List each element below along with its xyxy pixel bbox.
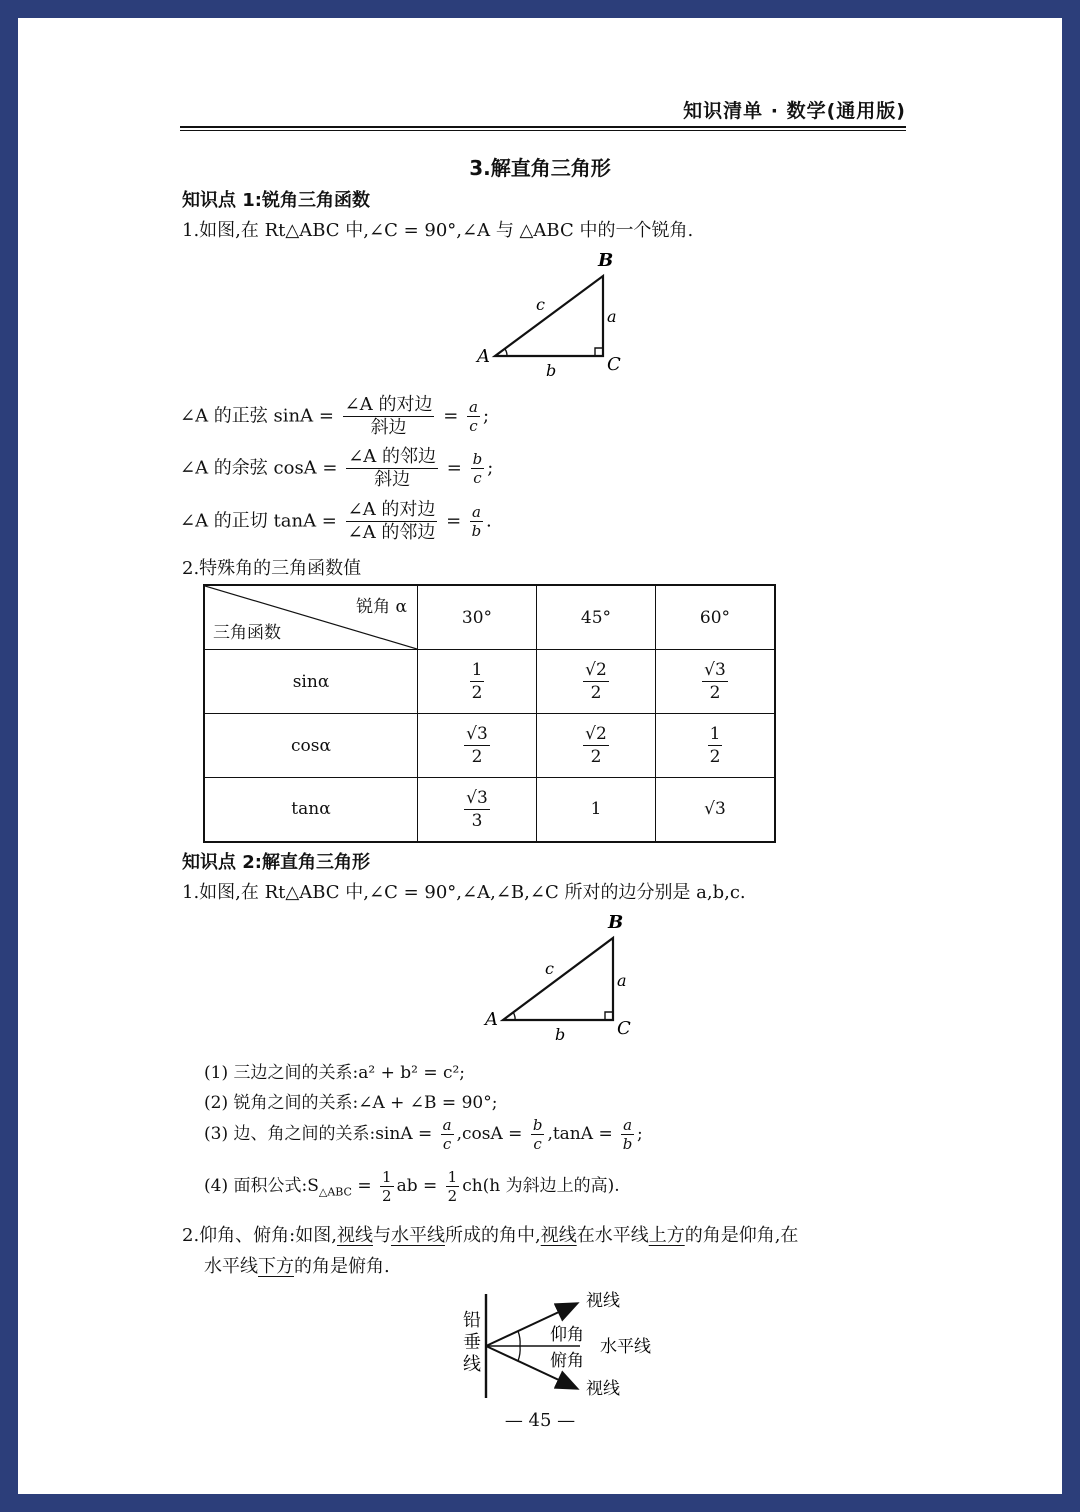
elevation-label: 仰角 — [550, 1325, 584, 1345]
elevation-depression-figure — [458, 1286, 678, 1406]
sight-label-top: 视线 — [586, 1291, 620, 1311]
side-a-1: a — [607, 307, 617, 326]
header-rule-thin — [180, 130, 906, 131]
triangle-figure-2 — [483, 908, 653, 1043]
cosine-ratio-den: c — [473, 469, 482, 487]
underlined-term: 视线 — [336, 1225, 373, 1246]
area-mid: ab = — [396, 1176, 438, 1196]
tangent-definition — [180, 499, 492, 544]
table-row — [204, 650, 775, 714]
underlined-term: 下方 — [258, 1256, 294, 1277]
table-row — [204, 778, 775, 842]
equals: = — [446, 457, 462, 479]
punct: . — [485, 510, 492, 532]
table-cell: √3 — [656, 778, 776, 842]
underlined-term: 上方 — [648, 1225, 685, 1246]
underlined-term: 水平线 — [390, 1225, 445, 1246]
plumb-label-1 — [463, 1310, 481, 1375]
special-angles-table — [203, 584, 776, 843]
tangent-numerator: ∠A 的对边 — [347, 499, 436, 520]
triangle-figure-1 — [473, 246, 653, 376]
cosine-definition — [180, 446, 493, 491]
tangent-denominator: ∠A 的邻边 — [347, 522, 436, 543]
tangent-ratio-den: b — [471, 522, 482, 540]
cosine-denominator: 斜边 — [374, 469, 411, 490]
sine-definition — [180, 394, 489, 439]
table-cell: 1 — [537, 778, 656, 842]
table-cell: $\frac{√3}{3}$ — [418, 778, 537, 842]
horizontal-label: 水平线 — [600, 1337, 651, 1357]
cosine-ratio-num: b — [472, 450, 483, 468]
triangle-1-shape — [495, 276, 603, 356]
corner-top-label: 锐角 α — [356, 597, 407, 617]
angle-header-30: 30° — [418, 585, 537, 650]
equals: = — [443, 405, 459, 427]
triangle-2-shape — [503, 938, 613, 1020]
elevation-arc — [518, 1331, 520, 1346]
rel3-tan: ,tanA = — [547, 1124, 613, 1144]
plumb-char: 铅 — [463, 1310, 481, 1331]
area-end: ch(h 为斜边上的高). — [462, 1176, 620, 1196]
tangent-ratio-num: a — [472, 503, 481, 521]
plumb-char: 垂 — [463, 1332, 481, 1353]
row-label-sin: sinα — [204, 650, 418, 714]
tangent-lhs: ∠A 的正切 tanA = — [180, 510, 337, 532]
underlined-term: 视线 — [540, 1225, 577, 1246]
elevation-definition-line2: 水平线下方的角是俯角. — [204, 1256, 390, 1277]
running-header: 知识清单 · 数学(通用版) — [683, 100, 906, 122]
sine-lhs: ∠A 的正弦 sinA = — [180, 405, 334, 427]
cosine-lhs: ∠A 的余弦 cosA = — [180, 457, 338, 479]
table-title: 2.特殊角的三角函数值 — [182, 558, 362, 579]
rel3-cos: ,cosA = — [456, 1124, 523, 1144]
relation-side-angle: (3) 边、角之间的关系:sinA = $\frac{a}{c}$ ,cosA = $\frac{b}{c}$ ,tanA = $\frac{a}{b}$ ; — [204, 1116, 643, 1153]
angle-header-60: 60° — [656, 585, 776, 650]
kp2-heading: 知识点 2:解直角三角形 — [182, 852, 370, 873]
row-label-tan: tanα — [204, 778, 418, 842]
section-title: 3.解直角三角形 — [469, 156, 611, 180]
vertex-b-2: B — [608, 912, 624, 933]
punct: ; — [487, 457, 494, 479]
table-cell: $\frac{√3}{2}$ — [418, 714, 537, 778]
table-cell: $\frac{1}{2}$ — [418, 650, 537, 714]
vertex-a-1: A — [477, 346, 490, 367]
relation-angles: (2) 锐角之间的关系:∠A + ∠B = 90°; — [204, 1093, 498, 1113]
plumb-char: 线 — [463, 1354, 481, 1375]
vertex-c-2: C — [617, 1018, 631, 1039]
equals: = — [446, 510, 462, 532]
table-cell: $\frac{1}{2}$ — [656, 714, 776, 778]
table-corner-cell — [204, 585, 418, 650]
vertex-a-2: A — [485, 1009, 498, 1030]
angle-header-45: 45° — [537, 585, 656, 650]
corner-bottom-label: 三角函数 — [213, 623, 281, 643]
area-subscript: △ABC — [318, 1185, 352, 1199]
side-c-2: c — [545, 959, 554, 978]
elevation-definition-line1: 2.仰角、俯角:如图,视线与水平线所成的角中,视线在水平线上方的角是仰角,在 — [182, 1225, 799, 1246]
side-b-1: b — [546, 361, 557, 376]
page-number: — 45 — — [504, 1410, 576, 1431]
document-page — [18, 18, 1062, 1494]
relation-sides: (1) 三边之间的关系:a² + b² = c²; — [204, 1063, 466, 1083]
punct: ; — [482, 405, 490, 427]
vertex-c-1: C — [607, 354, 621, 375]
header-rule — [180, 126, 906, 128]
area-formula: (4) 面积公式$:S_{\triangle ABC}$ = $\frac{1}{2}$ ab = $\frac{1}{2}$ ch(h 为斜边上的高). — [204, 1168, 620, 1205]
table-cell: $\frac{√2}{2}$ — [537, 650, 656, 714]
sine-numerator: ∠A 的对边 — [344, 394, 433, 415]
table-cell: $\frac{√3}{2}$ — [656, 650, 776, 714]
right-angle-mark-1 — [595, 348, 603, 356]
depression-arc — [518, 1346, 520, 1361]
area-prefix: (4) 面积公式:S — [204, 1176, 319, 1196]
sight-label-bottom: 视线 — [586, 1379, 620, 1399]
rel3-prefix: (3) 边、角之间的关系:sinA = — [204, 1124, 433, 1144]
kp1-intro: 1.如图,在 Rt△ABC 中,∠C = 90°,∠A 与 △ABC 中的一个锐角. — [182, 220, 694, 241]
kp2-intro: 1.如图,在 Rt△ABC 中,∠C = 90°,∠A,∠B,∠C 所对的边分别是 a,b,c. — [182, 882, 746, 903]
sine-ratio-den: c — [469, 417, 478, 435]
table-header-row — [204, 585, 775, 650]
side-a-2: a — [617, 971, 627, 990]
right-angle-mark-2 — [605, 1012, 613, 1020]
vertex-b-1: B — [598, 250, 614, 271]
depression-label: 俯角 — [550, 1351, 584, 1371]
table-row — [204, 714, 775, 778]
side-c-1: c — [536, 295, 545, 314]
side-b-2: b — [555, 1025, 566, 1043]
table-cell: $\frac{√2}{2}$ — [537, 714, 656, 778]
sine-ratio-num: a — [469, 398, 478, 416]
angle-mark-a-2 — [513, 1012, 515, 1020]
cosine-numerator: ∠A 的邻边 — [348, 446, 437, 467]
sine-denominator: 斜边 — [370, 417, 407, 438]
row-label-cos: cosα — [204, 714, 418, 778]
kp1-heading: 知识点 1:锐角三角函数 — [182, 190, 370, 211]
